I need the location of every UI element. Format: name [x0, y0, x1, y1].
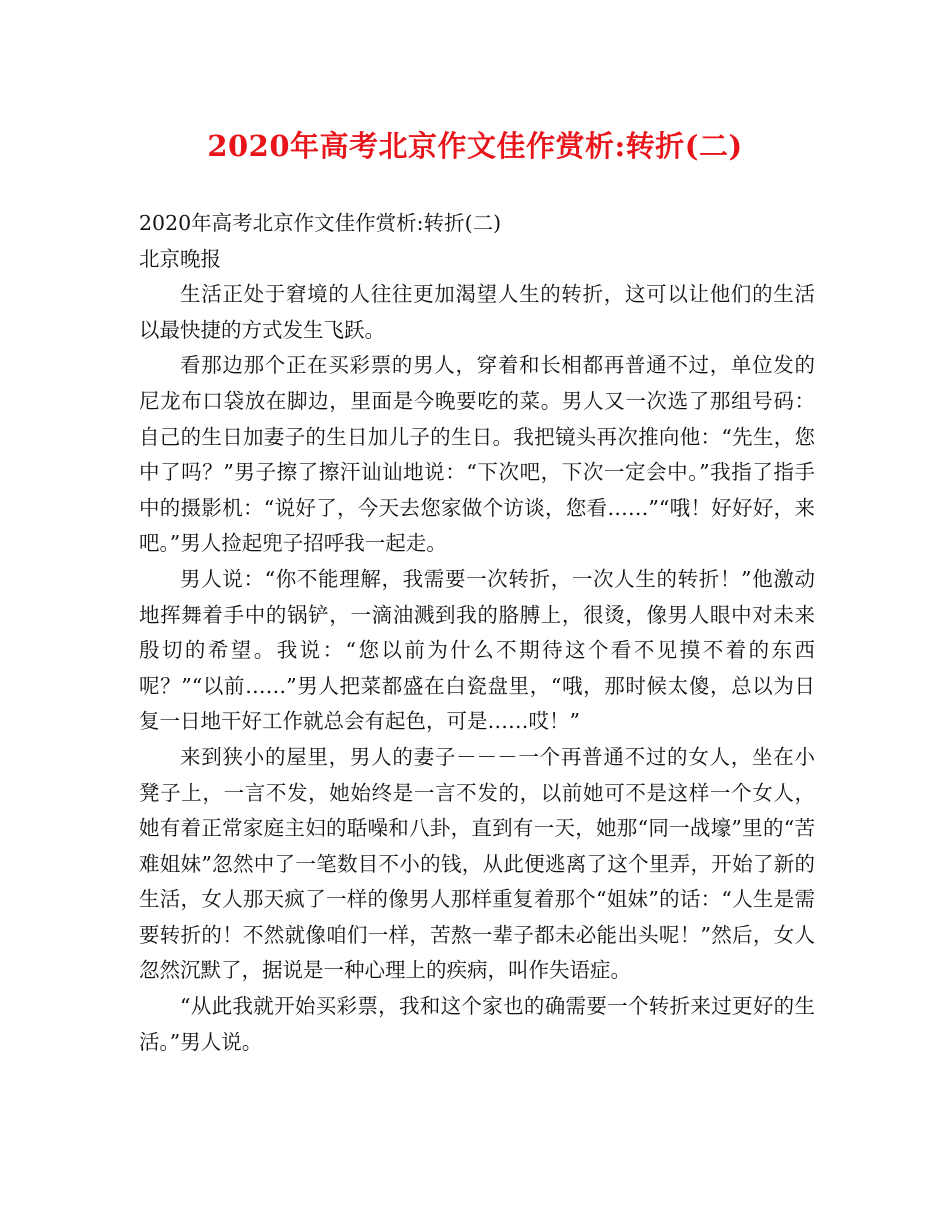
paragraph-5: “从此我就开始买彩票，我和这个家也的确需要一个转折来过更好的生活。”男人说。 [139, 994, 815, 1054]
document-body [139, 206, 815, 1060]
paragraph-3: 男人说：“你不能理解，我需要一次转折，一次人生的转折！”他激动地挥舞着手中的锅铲，一滴油溅到我的胳膊上，很烫，像男人眼中对未来殷切的希望。我说：“您以前为什么不期待这个看不见摸不着的东西呢？”“以前……”男人把菜都盛在白瓷盘里，“哦，那时候太傻，总以为日复一日地干好工作就总会有起色，可是……哎！” [139, 566, 815, 734]
document-source: 北京晚报 [139, 246, 221, 271]
paragraph-1: 生活正处于窘境的人往往更加渴望人生的转折，这可以让他们的生活以最快捷的方式发生飞跃。 [139, 282, 815, 342]
paragraph-4: 来到狭小的屋里，男人的妻子－－－一个再普通不过的女人，坐在小凳子上，一言不发，她始终是一言不发的，以前她可不是这样一个女人，她有着正常家庭主妇的聒噪和八卦，直到有一天，她那“同一战壕”里的“苦难姐妹”忽然中了一笔数目不小的钱，从此便逃离了这个里弄，开始了新的生活，女人那天疯了一样的像男人那样重复着那个“姐妹”的话：“人生是需要转折的！不然就像咱们一样，苦熬一辈子都未必能出头呢！”然后，女人忽然沉默了，据说是一种心理上的疾病，叫作失语症。 [139, 744, 815, 983]
document-subtitle: 2020年高考北京作文佳作赏析:转折(二) [139, 211, 502, 235]
paragraph-2: 看那边那个正在买彩票的男人，穿着和长相都再普通不过，单位发的尼龙布口袋放在脚边，里面是今晚要吃的菜。男人又一次选了那组号码：自己的生日加妻子的生日加儿子的生日。我把镜头再次推向他：“先生，您中了吗？”男子擦了擦汗讪讪地说：“下次吧，下次一定会中。”我指了指手中的摄影机：“说好了，今天去您家做个访谈，您看……”“哦！好好好，来吧。”男人捡起兜子招呼我一起走。 [139, 353, 815, 556]
document-title: 2020年高考北京作文佳作赏析:转折(二) [207, 129, 743, 163]
